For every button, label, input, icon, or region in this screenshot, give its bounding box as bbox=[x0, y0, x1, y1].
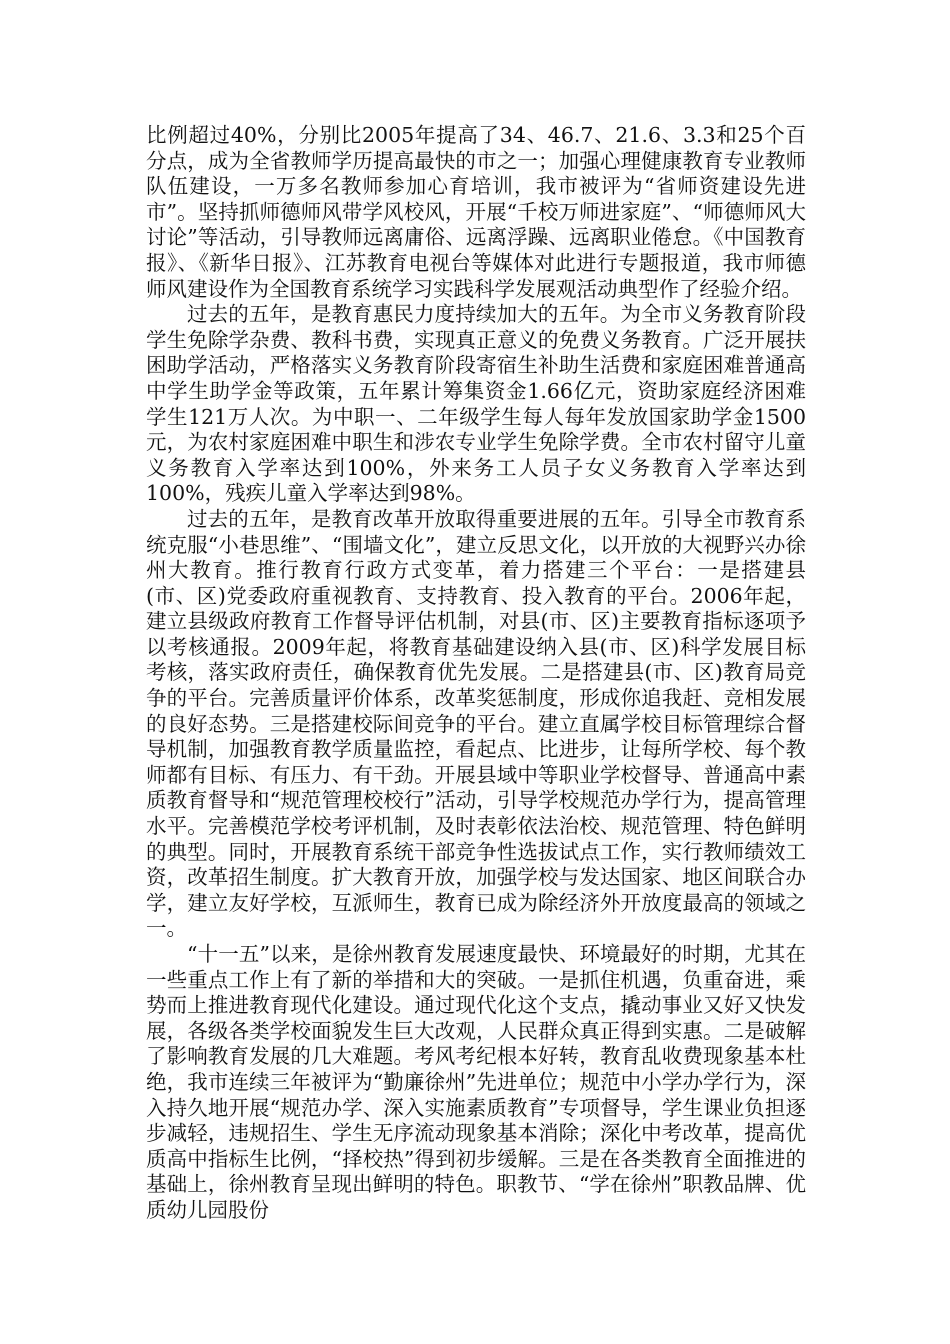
paragraph-education-benefits: 过去的五年，是教育惠民力度持续加大的五年。为全市义务教育阶段学生免除学杂费、教科书费，实现真正意义的免费义务教育。广泛开展扶困助学活动，严格落实义务教育阶段寄宿生补助生活费和家庭困难普通高中学生助学金等政策，五年累计筹集资金1.66亿元，资助家庭经济困难学生121万人次。为中职一、二年级学生每人每年发放国家助学金1500元，为农村家庭困难中职生和涉农专业学生免除学费。全市农村留守儿童义务教育入学率达到100%，外来务工人员子女义务教育入学率达到100%，残疾儿童入学率达到98%。 bbox=[146, 302, 806, 506]
paragraph-continuation: 比例超过40%，分别比2005年提高了34、46.7、21.6、3.3和25个百分点，成为全省教师学历提高最快的市之一；加强心理健康教育专业教师队伍建设，一万多名教师参加心育培训，我市被评为“省师资建设先进市”。坚持抓师德师风带学风校风，开展“千校万师进家庭”、“师德师风大讨论”等活动，引导教师远离庸俗、远离浮躁、远离职业倦怠。《中国教育报》、《新华日报》、江苏教育电视台等媒体对此进行专题报道，我市师德师风建设作为全国教育系统学习实践科学发展观活动典型作了经验介绍。 bbox=[146, 123, 806, 301]
document-body bbox=[146, 123, 806, 1224]
paragraph-education-reform: 过去的五年，是教育改革开放取得重要进展的五年。引导全市教育系统克服“小巷思维”、“围墙文化”，建立反思文化，以开放的大视野兴办徐州大教育。推行教育行政方式变革，着力搭建三个平台：一是搭建县(市、区)党委政府重视教育、支持教育、投入教育的平台。2006年起，建立县级政府教育工作督导评估机制，对县(市、区)主要教育指标逐项予以考核通报。2009年起，将教育基础建设纳入县(市、区)科学发展目标考核，落实政府责任，确保教育优先发展。二是搭建县(市、区)教育局竞争的平台。完善质量评价体系，改革奖惩制度，形成你追我赶、竞相发展的良好态势。三是搭建校际间竞争的平台。建立直属学校目标管理综合督导机制，加强教育教学质量监控，看起点、比进步，让每所学校、每个教师都有目标、有压力、有干劲。开展县域中等职业学校督导、普通高中素质教育督导和“规范管理校校行”活动，引导学校规范办学行为，提高管理水平。完善模范学校考评机制，及时表彰依法治校、规范管理、特色鲜明的典型。同时，开展教育系统干部竞争性选拔试点工作，实行教师绩效工资，改革招生制度。扩大教育开放，加强学校与发达国家、地区间联合办学，建立友好学校，互派师生，教育已成为除经济外开放度最高的领域之一。 bbox=[146, 506, 806, 941]
paragraph-eleventh-five-year: “十一五”以来，是徐州教育发展速度最快、环境最好的时期，尤其在一些重点工作上有了新的举措和大的突破。一是抓住机遇，负重奋进，乘势而上推进教育现代化建设。通过现代化这个支点，撬动事业又好又快发展，各级各类学校面貌发生巨大改观，人民群众真正得到实惠。二是破解了影响教育发展的几大难题。考风考纪根本好转，教育乱收费现象基本杜绝，我市连续三年被评为“勤廉徐州”先进单位；规范中小学办学行为，深入持久地开展“规范办学、深入实施素质教育”专项督导，学生课业负担逐步减轻，违规招生、学生无序流动现象基本消除；深化中考改革，提高优质高中指标生比例，“择校热”得到初步缓解。三是在各类教育全面推进的基础上，徐州教育呈现出鲜明的特色。职教节、“学在徐州”职教品牌、优质幼儿园股份 bbox=[146, 942, 806, 1222]
